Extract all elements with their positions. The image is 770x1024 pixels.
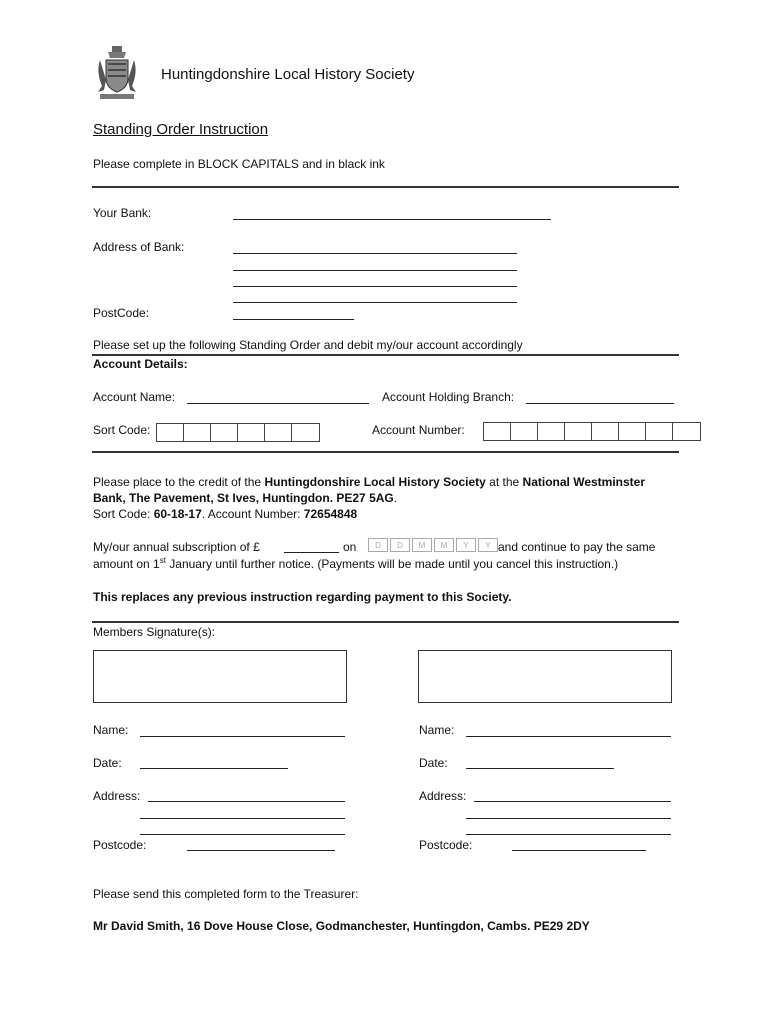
credit-line-1 [93,475,645,489]
subscription-prefix: My/our annual subscription of £ [93,540,260,554]
date-box[interactable]: M [412,538,432,552]
signatures-label: Members Signature(s): [93,625,216,639]
bank-address-field[interactable] [233,270,517,271]
treasurer-address: Mr David Smith, 16 Dove House Close, Godmanchester, Huntingdon, Cambs. PE29 2DY [93,919,590,933]
credit-text: . [393,491,398,505]
credit-line-2 [93,491,397,505]
name-field-2[interactable] [466,736,671,737]
date-box[interactable]: D [368,538,388,552]
credit-text: at the [485,475,523,489]
bank-address-label: Address of Bank: [93,240,185,254]
postcode-field-2[interactable] [512,850,646,851]
name-field-1[interactable] [140,736,345,737]
send-to-text: Please send this completed form to the Treasurer: [93,887,359,901]
subscription-line-2 [93,556,618,571]
account-branch-field[interactable] [526,403,674,404]
page-title: Standing Order Instruction [93,121,269,138]
credit-text: Please place to the credit of the [93,475,265,489]
your-bank-label: Your Bank: [93,206,152,220]
date-box[interactable]: D [390,538,410,552]
signature-box-1[interactable] [93,650,347,703]
credit-society: Huntingdonshire Local History Society [264,475,486,489]
sort-code-boxes[interactable] [156,423,320,442]
credit-bank-address: Bank, The Pavement, St Ives, Huntingdon. PE27 5AG [93,491,394,505]
name-label-1: Name: [93,723,129,737]
account-name-field[interactable] [187,403,369,404]
account-number-label: Account Number: [372,423,465,437]
date-box[interactable]: M [434,538,454,552]
credit-sort-value: 60-18-17 [153,507,202,521]
address-label-1: Address: [93,789,141,803]
date-box[interactable]: Y [478,538,498,552]
postcode-label-1: Postcode: [93,838,147,852]
address-field-1[interactable] [140,834,345,835]
account-number-boxes[interactable] [483,422,701,441]
date-label-1: Date: [93,756,122,770]
address-field-2[interactable] [474,801,671,802]
account-name-label: Account Name: [93,390,176,404]
address-field-1[interactable] [148,801,345,802]
divider [92,354,679,356]
date-box[interactable]: Y [456,538,476,552]
credit-bank-name: National Westminster [522,475,646,489]
your-bank-field[interactable] [233,219,551,220]
account-details-heading: Account Details: [93,357,188,371]
subscription-text: amount on 1 [93,557,160,571]
subscription-text: January until further notice. (Payments will be made until you cancel this instruction.) [165,557,619,571]
subscription-amount-field[interactable] [284,552,339,553]
postcode-field-1[interactable] [187,850,335,851]
instruction-text: Please complete in BLOCK CAPITALS and in black ink [93,157,385,171]
replaces-notice: This replaces any previous instruction regarding payment to this Society. [93,590,512,604]
bank-address-field[interactable] [233,286,517,287]
address-field-1[interactable] [140,818,345,819]
subscription-suffix: and continue to pay the same [498,540,656,554]
address-field-2[interactable] [466,834,671,835]
divider [92,186,679,188]
postcode-label-2: Postcode: [419,838,473,852]
date-label-2: Date: [419,756,448,770]
bank-address-field[interactable] [233,253,517,254]
society-name: Huntingdonshire Local History Society [161,66,415,83]
credit-number-value: 72654848 [303,507,358,521]
credit-sort-label: Sort Code: [93,507,154,521]
signature-box-2[interactable] [418,650,672,703]
credit-line-3 [93,507,357,521]
subscription-on: on [343,540,357,554]
date-field-2[interactable] [466,768,614,769]
bank-postcode-label: PostCode: [93,306,150,320]
account-branch-label: Account Holding Branch: [382,390,515,404]
ordinal-suffix: st [159,556,166,565]
name-label-2: Name: [419,723,455,737]
setup-text: Please set up the following Standing Order and debit my/our account accordingly [93,338,523,352]
society-crest-logo [94,44,140,102]
address-label-2: Address: [419,789,467,803]
sort-code-label: Sort Code: [93,423,151,437]
bank-postcode-field[interactable] [233,319,354,320]
bank-address-field[interactable] [233,302,517,303]
divider [92,451,679,453]
credit-number-label: . Account Number: [201,507,304,521]
date-field-1[interactable] [140,768,288,769]
start-date-boxes[interactable] [368,538,500,552]
divider [92,621,679,623]
address-field-2[interactable] [466,818,671,819]
